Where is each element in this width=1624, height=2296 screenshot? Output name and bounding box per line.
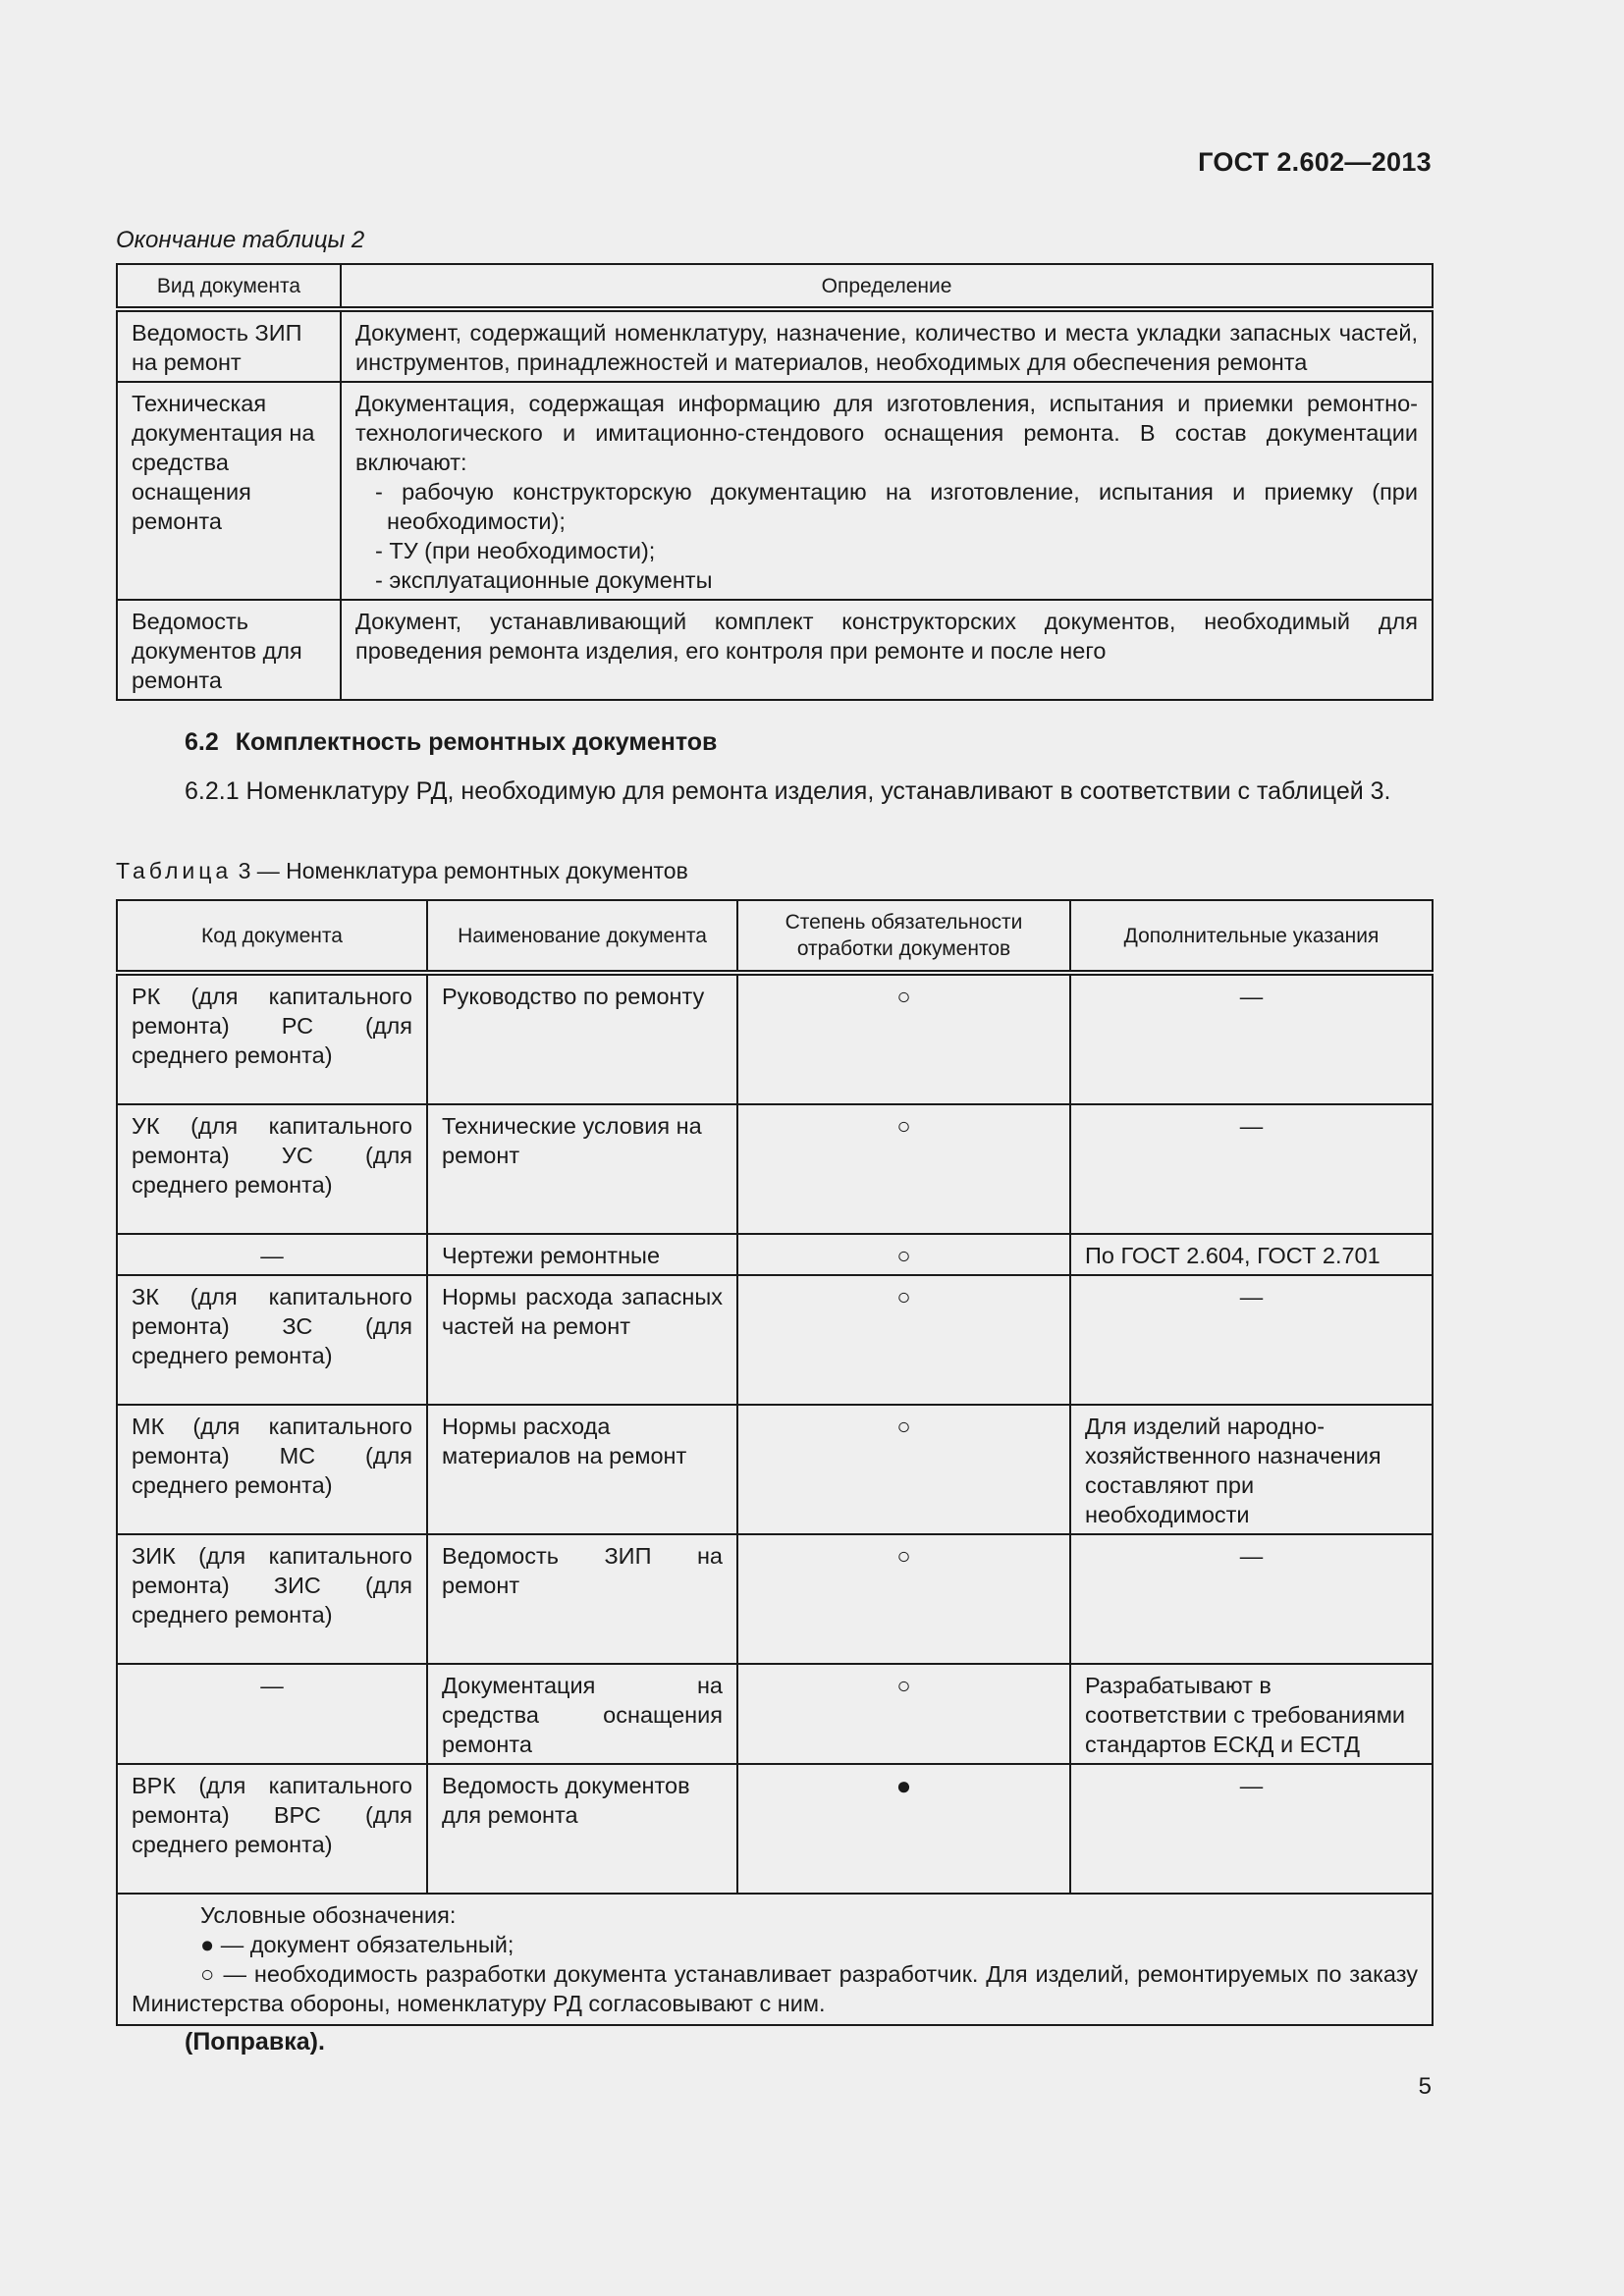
- table3-caption: [116, 858, 688, 884]
- name-cell: Документация на средства оснащения ремонта: [427, 1664, 737, 1764]
- definition-cell: Документ, содержащий номенклатуру, назначение, количество и места укладки запасных частей, инструментов, принадлежностей и материалов, необходимых для обеспечения ремонта: [341, 309, 1433, 382]
- table-2: [116, 263, 1434, 701]
- legend-hollow: ○ — необходимость разработки документа устанавливает разработчик. Для изделий, ремонтируемых по заказу Министерства обороны, номенклатуру РД согласовывают с ним.: [132, 1961, 1418, 2016]
- amendment-note: (Поправка).: [185, 2028, 325, 2056]
- degree-cell: ○: [737, 1104, 1070, 1234]
- list-item: - эксплуатационные документы: [375, 567, 713, 593]
- table-row: [117, 1275, 1433, 1405]
- name-cell: Нормы расхода материалов на ремонт: [427, 1405, 737, 1534]
- table-row: [117, 973, 1433, 1104]
- doc-type-cell: Техническая документация на средства оснащения ремонта: [117, 382, 341, 600]
- code-cell: ЗИК (для капитального ремонта) ЗИС (для среднего ремонта): [117, 1534, 427, 1664]
- column-header: Дополнительные указания: [1070, 900, 1433, 973]
- table-row: [117, 1234, 1433, 1275]
- code-cell: ЗК (для капитального ремонта) ЗС (для среднего ремонта): [117, 1275, 427, 1405]
- table-row: [117, 1405, 1433, 1534]
- table-row: [117, 1664, 1433, 1764]
- name-cell: Чертежи ремонтные: [427, 1234, 737, 1275]
- notes-cell: —: [1070, 1764, 1433, 1894]
- legend-row: [117, 1894, 1433, 2025]
- notes-cell: Для изделий народно-хозяйственного назначения составляют при необходимости: [1070, 1405, 1433, 1534]
- degree-cell: ○: [737, 1234, 1070, 1275]
- column-header: Наименование документа: [427, 900, 737, 973]
- legend-title: Условные обозначения:: [200, 1902, 457, 1928]
- column-header: Степень обязательности отработки документов: [737, 900, 1070, 973]
- section-title: Комплектность ремонтных документов: [235, 728, 718, 756]
- table-header-row: [117, 264, 1433, 309]
- notes-cell: —: [1070, 1534, 1433, 1664]
- table3-caption-text: 3 — Номенклатура ремонтных документов: [238, 858, 688, 883]
- table3-caption-word: Таблица: [116, 858, 233, 883]
- name-cell: Ведомость документов для ремонта: [427, 1764, 737, 1894]
- doc-type-cell: Ведомость документов для ремонта: [117, 600, 341, 700]
- table-row: [117, 600, 1433, 700]
- paragraph: 6.2.1 Номенклатуру РД, необходимую для ремонта изделия, устанавливают в соответствии с таблицей 3.: [185, 777, 1391, 805]
- code-cell: МК (для капитального ремонта) МС (для среднего ремонта): [117, 1405, 427, 1534]
- degree-cell: ●: [737, 1764, 1070, 1894]
- table-row: [117, 309, 1433, 382]
- definition-cell: [341, 382, 1433, 600]
- column-header: Вид документа: [117, 264, 341, 309]
- code-cell: ВРК (для капитального ремонта) ВРС (для среднего ремонта): [117, 1764, 427, 1894]
- notes-cell: По ГОСТ 2.604, ГОСТ 2.701: [1070, 1234, 1433, 1275]
- doc-type-cell: Ведомость ЗИП на ремонт: [117, 309, 341, 382]
- section-heading: [185, 728, 717, 757]
- code-cell: УК (для капитального ремонта) УС (для среднего ремонта): [117, 1104, 427, 1234]
- notes-cell: —: [1070, 973, 1433, 1104]
- code-cell: —: [117, 1234, 427, 1275]
- table-row: [117, 1534, 1433, 1664]
- degree-cell: ○: [737, 1275, 1070, 1405]
- table-row: [117, 1764, 1433, 1894]
- name-cell: Технические условия на ремонт: [427, 1104, 737, 1234]
- degree-cell: ○: [737, 1405, 1070, 1534]
- standard-code: ГОСТ 2.602—2013: [1198, 147, 1432, 177]
- degree-cell: ○: [737, 973, 1070, 1104]
- table-row: [117, 1104, 1433, 1234]
- table-header-row: [117, 900, 1433, 973]
- degree-cell: ○: [737, 1534, 1070, 1664]
- notes-cell: Разрабатывают в соответствии с требованиями стандартов ЕСКД и ЕСТД: [1070, 1664, 1433, 1764]
- name-cell: Руководство по ремонту: [427, 973, 737, 1104]
- code-cell: РК (для капитального ремонта) РС (для среднего ремонта): [117, 973, 427, 1104]
- table-row: [117, 382, 1433, 600]
- section-number: 6.2: [185, 728, 219, 756]
- table2-caption: Окончание таблицы 2: [116, 227, 365, 253]
- definition-text: Документация, содержащая информацию для изготовления, испытания и приемки ремонтно-технологического и имитационно-стендового оснащения ремонта. В состав документации включают:: [355, 391, 1418, 475]
- list-item: - рабочую конструкторскую документацию на изготовление, испытания и приемку (при необходимости);: [375, 479, 1418, 534]
- degree-cell: ○: [737, 1664, 1070, 1764]
- table-3: [116, 899, 1434, 2026]
- notes-cell: —: [1070, 1104, 1433, 1234]
- notes-cell: —: [1070, 1275, 1433, 1405]
- column-header: Определение: [341, 264, 1433, 309]
- code-cell: —: [117, 1664, 427, 1764]
- legend-filled: ● — документ обязательный;: [200, 1932, 514, 1957]
- list-item: - ТУ (при необходимости);: [375, 538, 656, 563]
- column-header: Код документа: [117, 900, 427, 973]
- name-cell: Ведомость ЗИП на ремонт: [427, 1534, 737, 1664]
- page-number: 5: [1418, 2073, 1432, 2100]
- legend-cell: [117, 1894, 1433, 2025]
- bullet-list: [355, 477, 1418, 595]
- definition-cell: Документ, устанавливающий комплект конструкторских документов, необходимый для проведения ремонта изделия, его контроля при ремонте и после него: [341, 600, 1433, 700]
- name-cell: Нормы расхода запасных частей на ремонт: [427, 1275, 737, 1405]
